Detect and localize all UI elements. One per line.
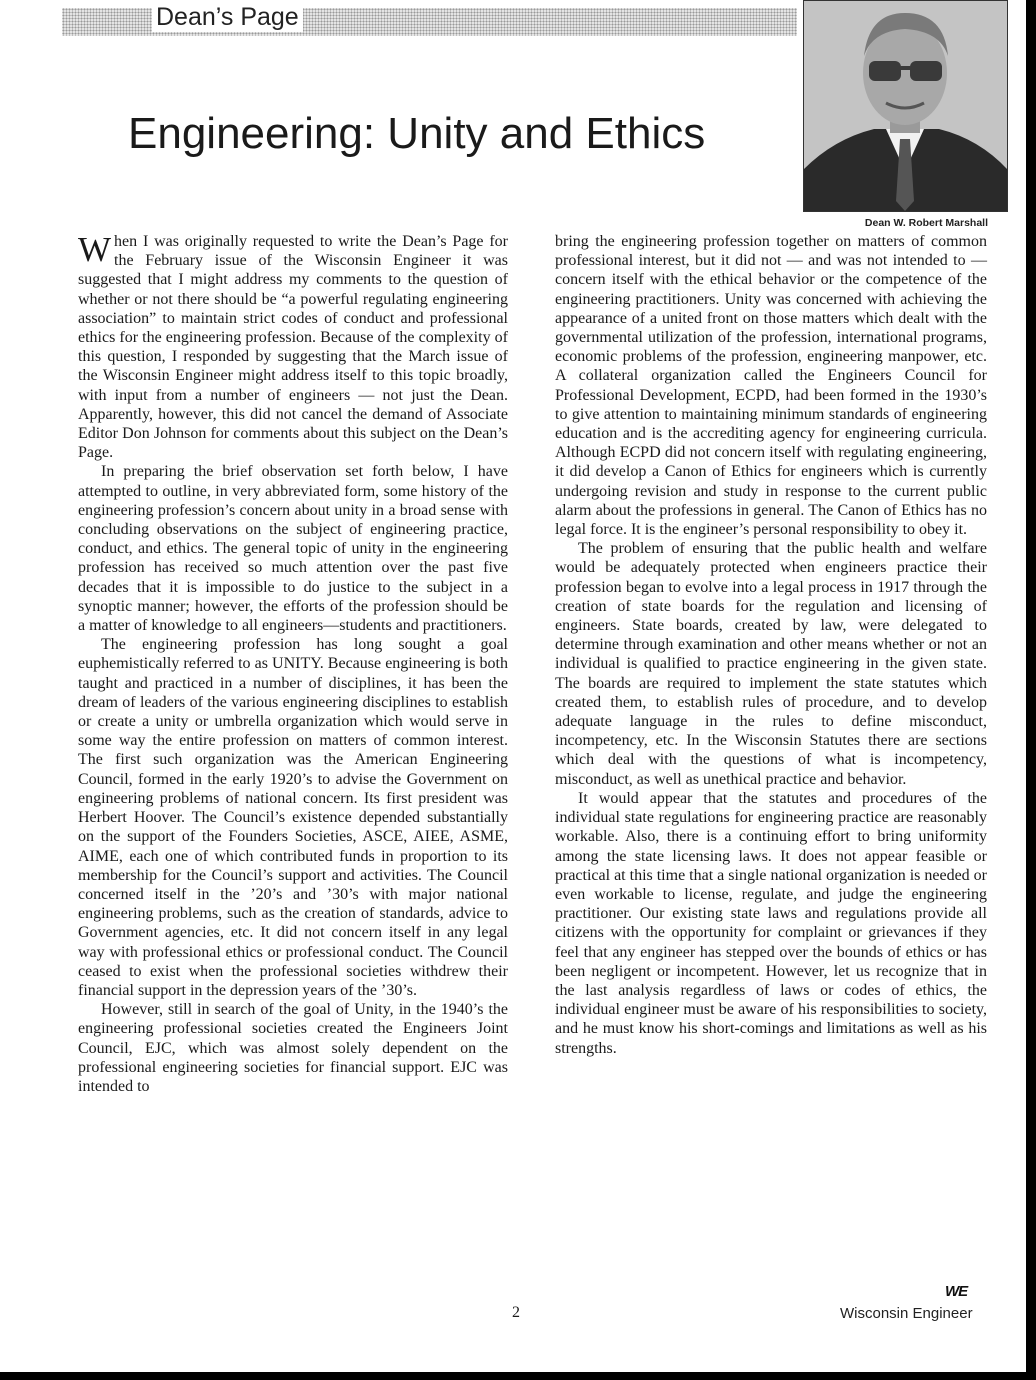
paragraph: [78, 232, 508, 462]
paragraph: The problem of ensuring that the public health and welfare would be adequately protected when engineers practice their profession began to evolve into a legal process in 1917 through the creation of state boards for the regulation and licensing of engineers. State boards, created by law, were delegated to determine through examination and other means whether or not an individual is qualified to practice engineering in the given state. The boards are required to implement the state statutes which created them, to establish rules of procedure, and to develop adequate language in the rules to define misconduct, incompetency, etc. In the Wisconsin Statutes there are sections which deal with the questions of what is incompetency, misconduct, as well as unethical practice and behavior.: [555, 540, 987, 788]
paragraph-text: hen I was originally requested to write the Dean’s Page for the February issue of the Wisconsin Engineer it was suggested that I might address my comments to the question of whether or not there should be “a powerful regulating engineering association” to maintain strict codes of conduct and professional ethics for the engineering profession. Because of the complexity of this question, I responded by suggesting that the March issue of the Wisconsin Engineer might address itself to this topic broadly, with input from a number of engineers — not just the Dean. Apparently, however, this did not cancel the demand of Associate Editor Don Johnson for comments about this subject on the Dean’s Page.: [78, 233, 508, 462]
paragraph: bring the engineering profession together on matters of common professional interest, but it did not — and was not intended to — concern itself with the ethical behavior or the competence of the engineering practitioners. Unity was concerned with achieving the appearance of a united front on those matters which dealt with the governmental utilization of the profession, international programs, economic problems of the profession, engineering manpower, etc. A collateral organization called the Engineers Council for Professional Development, ECPD, had been formed in the 1930’s to give attention to maintaining minimum standards of engineering education and is the accrediting agency for engineering curricula. Although ECPD did not concern itself with regulating engineering, it did develop a Canon of Ethics for engineers which is currently undergoing revision and study in response to the current public alarm about the professions in general. The Canon of Ethics has no legal force. It is the engineer’s personal responsibility to obey it.: [555, 233, 987, 539]
section-label: Dean’s Page: [152, 2, 303, 32]
scan-edge-right: [1026, 0, 1036, 1380]
paragraph: The engineering profession has long sought a goal euphemistically referred to as UNITY. Because engineering is both taught and practiced in a number of disciplines, it has been the dream of leaders of the various engineering disciplines to establish or create a unity or umbrella organization which would serve in some way the entire profession on matters of common interest. The first such organization was the American Engineering Council, formed in the early 1920’s to advise the Government on engineering problems of national concern. Its first president was Herbert Hoover. The Council’s existence depended substantially on the support of the Founders Societies, ASCE, AIEE, ASME, AIME, each one of which contributed funds in proportion to its membership for the Council’s support and activities. The Council concerned itself in the ’20’s and ’30’s with major national engineering problems, such as the creation of standards, advice to Government agencies, etc. It did not concern itself in any legal way with professional ethics or professional conduct. The Council ceased to exist when the professional societies withdrew their financial support in the depression years of the ’30’s.: [78, 636, 508, 999]
author-photo: [803, 0, 1008, 212]
paragraph: In preparing the brief observation set forth below, I have attempted to outline, in very abbreviated form, some history of the engineering profession’s concern about unity in a broad sense with concluding observations on the subject of engineering practice, conduct, and ethics. The general topic of unity in the engineering profession has received so much attention over the past five decades that it is impossible to do justice to the subject in a synoptic manner; however, the efforts of the profession should be a matter of knowledge to all engineers—students and practitioners.: [78, 463, 508, 635]
portrait-illustration: [804, 1, 1007, 211]
paragraph: It would appear that the statutes and procedures of the individual state regulations for engineering practice are reasonably workable. Also, there is a continuing effort to bring uniformity among the state licensing laws. It does not appear feasible or practical at this time that a single national organization is needed or even workable to license, regulate, and judge the engineering practitioner. Our existing state laws and regulations provide all citizens with the opportunity for complaint or grievances if they feel that any engineer has stepped over the bounds of ethics or has been negligent or incompetent. However, let us recognize that in the last analysis regardless of laws or codes of ethics, the individual engineer must be aware of his responsibilities to society, and he must know his short-comings and limitations as well as his strengths.: [555, 789, 988, 1057]
left-column: [78, 232, 508, 1096]
article-title: Engineering: Unity and Ethics: [128, 109, 706, 158]
paragraph: However, still in search of the goal of Unity, in the 1940’s the engineering professional societies created the Engineers Joint Council, EJC, which was almost solely dependent on the professional engineering societies for financial support. EJC was intended to: [78, 1001, 508, 1095]
scan-edge-bottom: [0, 1372, 1036, 1380]
photo-caption: Dean W. Robert Marshall: [864, 217, 988, 229]
we-logo-icon: WE: [945, 1283, 968, 1300]
magazine-name: Wisconsin Engineer: [840, 1305, 973, 1322]
right-column: [555, 232, 987, 1058]
drop-cap: W: [78, 230, 112, 269]
page-number: 2: [512, 1304, 520, 1321]
